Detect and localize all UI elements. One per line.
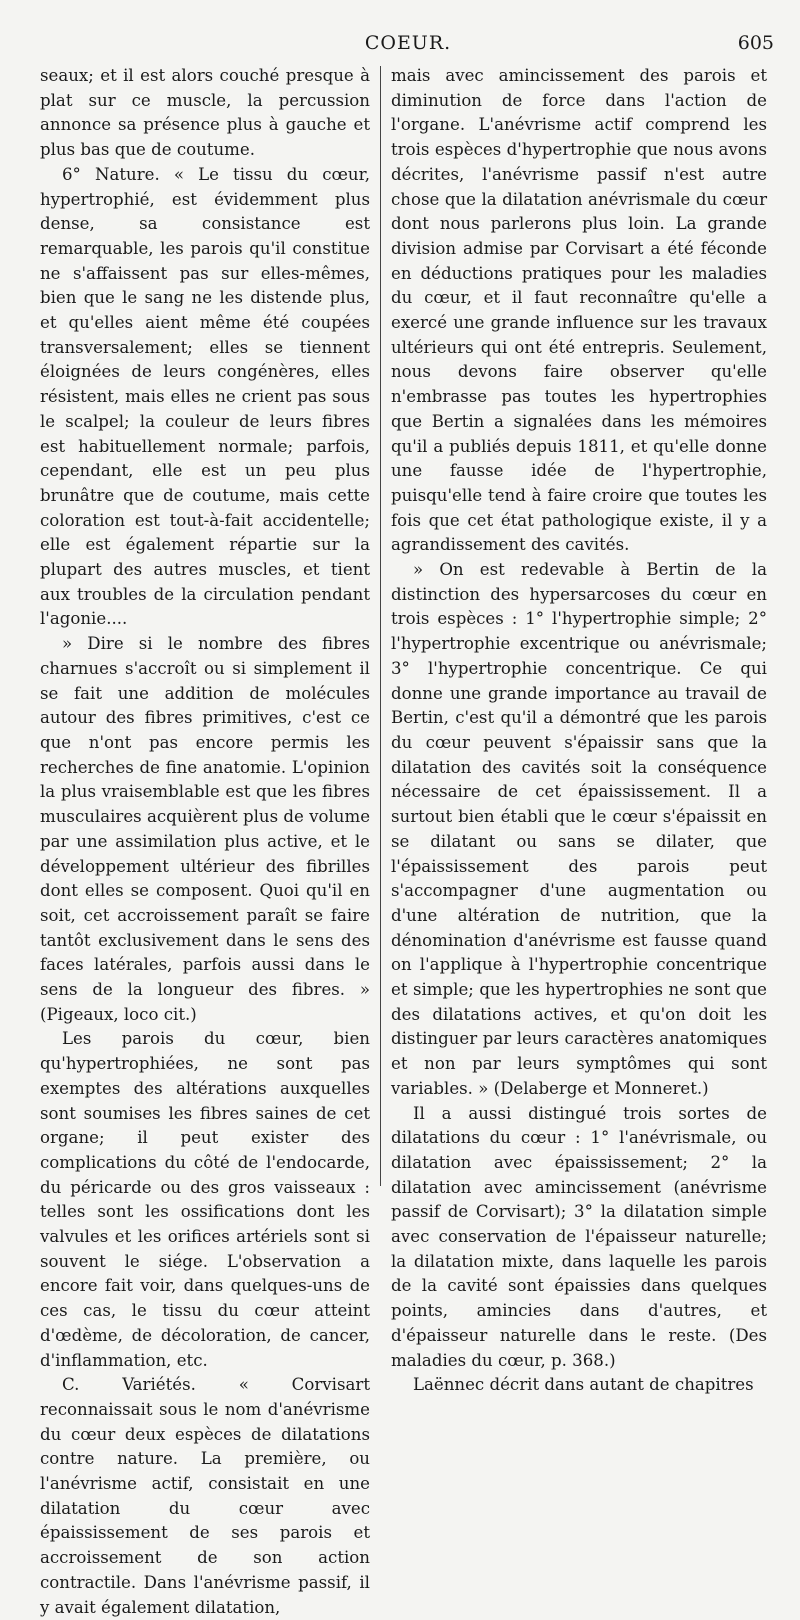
right-column [381,64,767,1620]
paragraph: Les parois du cœur, bien qu'hypertrophiées, ne sont pas exemptes des altérations auxquelles sont soumises les fibres saines de cet organe; il peut exister des complications du côté de l'endocarde, du péricarde ou des gros vaisseaux : telles sont les ossifications dont les valvules et les orifices artériels sont si souvent le siége. L'observation a encore fait voir, dans quelques-uns de ces cas, le tissu du cœur atteint d'œdème, de décoloration, de cancer, d'inflammation, etc. [40,1029,370,1370]
paragraph: » On est redevable à Bertin de la distinction des hypersarcoses du cœur en trois espèces : 1° l'hypertrophie simple; 2° l'hypertrophie excentrique ou anévrismale; 3° l'hypertrophie concentrique. Ce qui donne une grande importance au travail de Bertin, c'est qu'il a démontré que les parois du cœur peuvent s'épaissir sans que la dilatation des cavités soit la conséquence nécessaire de cet épaississement. Il a surtout bien établi que le cœur s'épaissit en se dilatant ou sans se dilater, que l'épaississement des parois peut s'accompagner d'une augmentation ou d'une altération de nutrition, que la dénomination d'anévrisme est fausse quand on l'applique à l'hypertrophie concentrique et simple; que les hypertrophies ne sont que des dilatations actives, et qu'on doit les distinguer par leurs caractères anatomiques et non par leurs symptômes qui sont variables. » (Delaberge et Monneret.) [391,560,767,1098]
paragraph: 6° Nature. « Le tissu du cœur, hypertrophié, est évidemment plus dense, sa consistance est remarquable, les parois qu'il constitue ne s'affaissent pas sur elles-mêmes, bien que le sang ne les distende plus, et qu'elles aient même été coupées transversalement; elles se tiennent éloignées de leurs congénères, elles résistent, mais elles ne crient pas sous le scalpel; la couleur de leurs fibres est habituellement normale; parfois, cependant, elle est un peu plus brunâtre que de coutume, mais cette coloration est tout-à-fait accidentelle; elle est également répartie sur la plupart des autres muscles, et tient aux troubles de la circulation pendant l'agonie.... [40,164,370,629]
paragraph: C. Variétés. « Corvisart reconnaissait sous le nom d'anévrisme du cœur deux espèces de dilatations contre nature. La première, ou l'anévrisme actif, consistait en une dilatation du cœur avec épaississement de ses parois et accroissement de son action contractile. Dans l'anévrisme passif, il y avait également dilatation, [40,1375,370,1617]
left-column [40,64,380,1620]
paragraph: mais avec amincissement des parois et diminution de force dans l'action de l'organe. L'anévrisme actif comprend les trois espèces d'hypertrophie que nous avons décrites, l'anévrisme passif n'est autre chose que la dilatation anévrismale du cœur dont nous parlerons plus loin. La grande division admise par Corvisart a été féconde en déductions pratiques pour les maladies du cœur, et il faut reconnaître qu'elle a exercé une grande influence sur les travaux ultérieurs qui ont été entrepris. Seulement, nous devons faire observer qu'elle n'embrasse pas toutes les hypertrophies que Bertin a signalées dans les mémoires qu'il a publiés depuis 1811, et qu'elle donne une fausse idée de l'hypertrophie, puisqu'elle tend à faire croire que toutes les fois que cet état pathologique existe, il y a agrandissement des cavités. [391,66,767,555]
running-head: COEUR. [364,32,452,54]
paragraph: seaux; et il est alors couché presque à plat sur ce muscle, la percussion annonce sa présence plus à gauche et plus bas que de coutume. [40,66,370,160]
page-number: 605 [737,32,774,54]
text-columns [40,64,776,1620]
page-header [40,28,776,64]
paragraph: Laënnec décrit dans autant de chapitres [413,1375,754,1395]
paragraph: Il a aussi distingué trois sortes de dilatations du cœur : 1° l'anévrismale, ou dilatation avec épaississement; 2° la dilatation avec amincissement (anévrisme passif de Corvisart); 3° la dilatation simple avec conservation de l'épaisseur naturelle; la dilatation mixte, dans laquelle les parois de la cavité sont épaissies dans quelques points, amincies dans d'autres, et d'épaisseur naturelle dans le reste. (Des maladies du cœur, p. 368.) [391,1103,767,1370]
paragraph: » Dire si le nombre des fibres charnues s'accroît ou si simplement il se fait une addition de molécules autour des fibres primitives, c'est ce que n'ont pas encore permis les recherches de fine anatomie. L'opinion la plus vraisemblable est que les fibres musculaires acquièrent plus de volume par une assimilation plus active, et le développement ultérieur des fibrilles dont elles se composent. Quoi qu'il en soit, cet accroissement paraît se faire tantôt exclusivement dans le sens des faces latérales, parfois aussi dans le sens de la longueur des fibres. » (Pigeaux, loco cit.) [40,634,371,1024]
